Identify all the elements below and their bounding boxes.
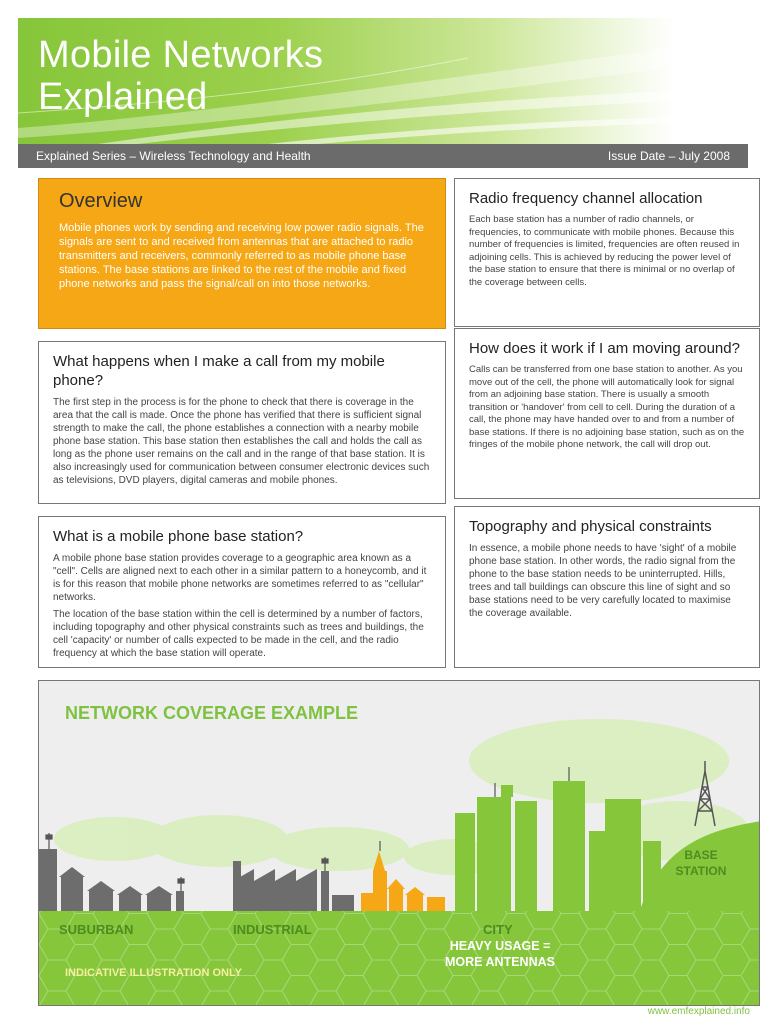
overview-box bbox=[38, 178, 446, 329]
hex-cell-grid bbox=[39, 911, 760, 1006]
page-title bbox=[38, 34, 323, 118]
call-box bbox=[38, 341, 446, 504]
city-label: CITY bbox=[483, 922, 513, 937]
header-banner bbox=[18, 18, 748, 144]
base-station-label bbox=[671, 847, 731, 879]
radio-heading: Radio frequency channel allocation bbox=[469, 190, 703, 207]
heavy-usage-label bbox=[425, 938, 575, 970]
base-station-box bbox=[38, 516, 446, 668]
coverage-illustration bbox=[38, 680, 760, 1006]
base-label-line-1: BASE bbox=[684, 848, 718, 862]
radio-box bbox=[454, 178, 760, 327]
title-line-2: Explained bbox=[38, 76, 208, 118]
moving-body: Calls can be transferred from one base station to another. As you move out of the cell, the phone will automatically look for signal from an adjoining base station. There is usually a smooth transition or 'handover' from cell to cell. During the duration of a call, the phone may have handed over to and from a number of base stations. If there is no adjoining base station, such as on the fringes of the mobile phone network, the call will drop out. bbox=[469, 364, 745, 450]
topography-box bbox=[454, 506, 760, 668]
call-body: The first step in the process is for the phone to check that there is coverage in the area that the call is made. Once the phone has verified that there is sufficient signal strength to make the call, the phone establishes a connection with a nearby mobile phone base station. This base station then establishes the call and holds the call as long as the phone user remains on the call and in the range of that base station. It is also increasingly used for communication between consumer electronic devices such as televisions, DVD players, digital cameras and mobile phones. bbox=[53, 397, 430, 486]
moving-box bbox=[454, 328, 760, 499]
coverage-scene bbox=[39, 681, 760, 1006]
heavy-line-1: HEAVY USAGE = bbox=[449, 939, 551, 953]
coverage-title: NETWORK COVERAGE EXAMPLE bbox=[65, 703, 359, 723]
series-bar bbox=[18, 144, 748, 168]
base-station-heading: What is a mobile phone base station? bbox=[53, 528, 304, 545]
call-heading: What happens when I make a call from my mobile phone? bbox=[53, 353, 385, 389]
series-text: Explained Series – Wireless Technology and Health bbox=[36, 149, 311, 163]
indicative-note: INDICATIVE ILLUSTRATION ONLY bbox=[65, 967, 243, 979]
overview-heading: Overview bbox=[59, 190, 143, 212]
suburban-label: SUBURBAN bbox=[59, 922, 134, 937]
footer-url-link[interactable]: www.emfexplained.info bbox=[647, 1006, 750, 1017]
base-station-body-1: A mobile phone base station provides coverage to a geographic area known as a "cell". Cells are aligned next to each other in a similar pattern to a honeycomb, and it is for this reason that mobile phone networks are sometimes referred to as "cellular" networks. bbox=[53, 553, 427, 603]
radio-body: Each base station has a number of radio channels, or frequencies, to communicate with mobile phones. Because this number of frequencies is limited, frequencies are often reused in adjoining cells. This is achieved by reducing the power level of the base station to ensure that there is minimal or no overlap of the coverage between cells. bbox=[469, 214, 740, 288]
topography-heading: Topography and physical constraints bbox=[469, 518, 712, 535]
industrial-label: INDUSTRIAL bbox=[233, 922, 312, 937]
issue-date: Issue Date – July 2008 bbox=[607, 149, 730, 163]
topography-body: In essence, a mobile phone needs to have 'sight' of a mobile phone base station. In other words, the radio signal from the phone to the base station needs to be uninterrupted. Hills, trees and tall buildings can obscure this line of sight and so base stations need to be very carefully located to maximise the coverage available. bbox=[469, 543, 737, 619]
base-station-body-2: The location of the base station within the cell is determined by a number of factors, including topography and other physical constraints such as trees and buildings, the cell 'capacity' or number of calls expected to be made in the cell, and the radio frequency at which the base station will operate. bbox=[53, 609, 424, 659]
base-label-line-2: STATION bbox=[675, 864, 727, 878]
overview-body: Mobile phones work by sending and receiving low power radio signals. The signals are sent to and received from antennas that are attached to radio transmitters and receivers, commonly referred to as mobile phone base stations. The base stations are linked to the rest of the mobile and fixed phone networks and pass the signal/call on into those networks. bbox=[59, 222, 424, 290]
title-line-1: Mobile Networks bbox=[38, 34, 324, 76]
heavy-line-2: MORE ANTENNAS bbox=[445, 955, 555, 969]
moving-heading: How does it work if I am moving around? bbox=[469, 340, 740, 357]
